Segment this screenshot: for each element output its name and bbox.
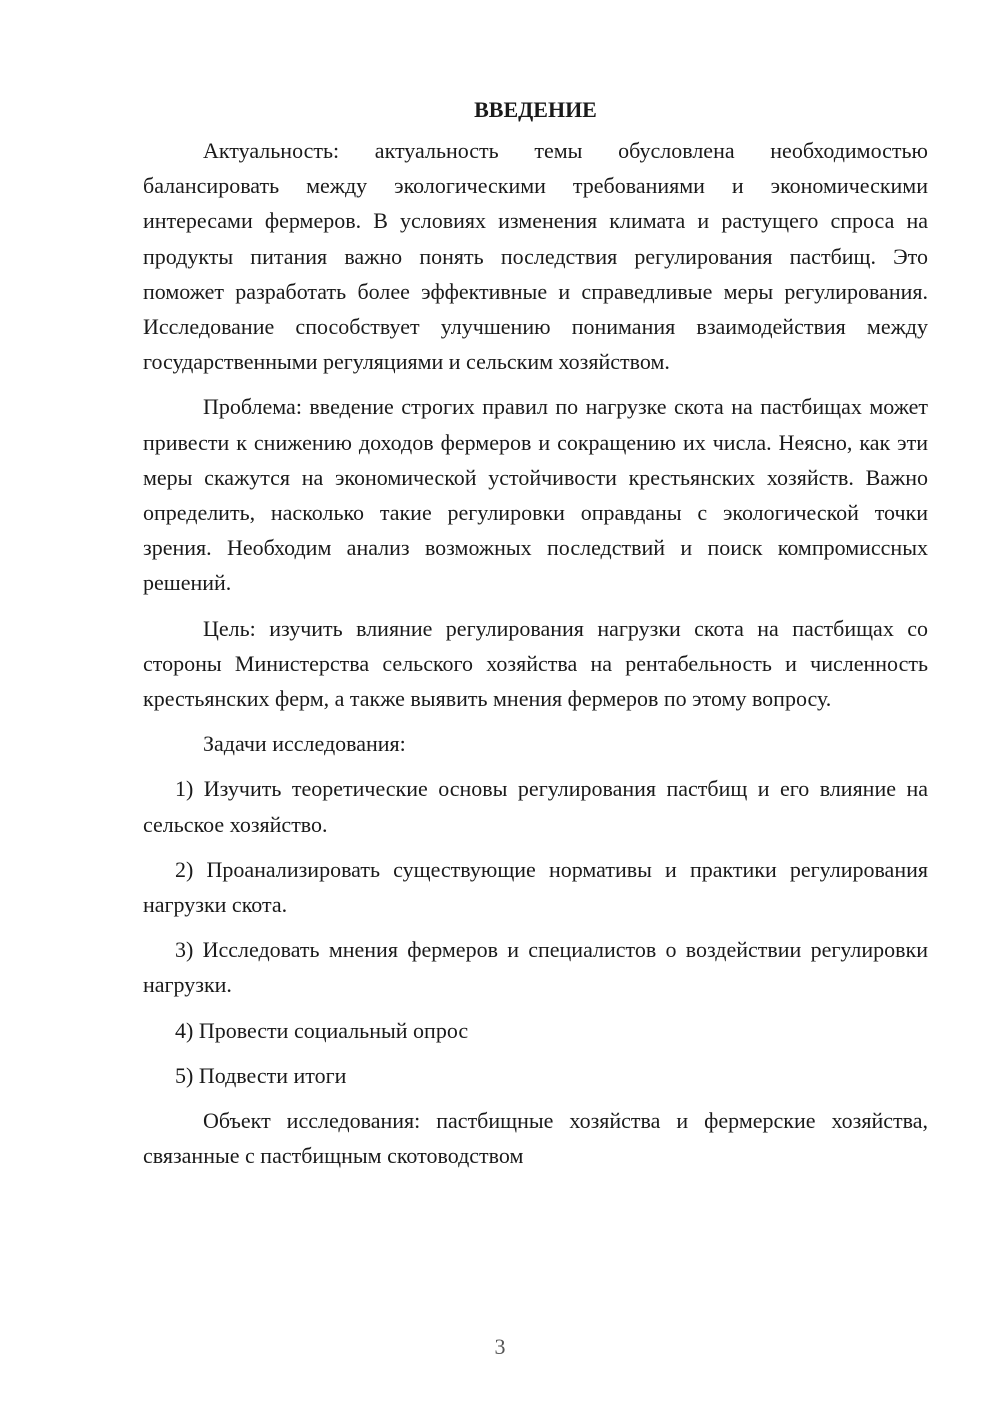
- page-number: 3: [494, 1334, 506, 1359]
- page-content: [143, 92, 928, 1183]
- task-item-3: 3) Исследовать мнения фермеров и специалистов о воздействии регулировки нагрузки.: [143, 937, 928, 998]
- problem-paragraph: Проблема: введение строгих правил по нагрузке скота на пастбищах может привести к снижению доходов фермеров и сокращению их числа. Неясно, как эти меры скажутся на экономической устойчивости крестьянских хозяйств. Важно определить, насколько такие регулировки оправданы с экологической точки зрения. Необходим анализ возможных последствий и поиск компромиссных решений.: [143, 394, 928, 596]
- object-paragraph: Объект исследования: пастбищные хозяйства и фермерские хозяйства, связанные с пастбищным скотоводством: [143, 1108, 928, 1169]
- task-item-4: 4) Провести социальный опрос: [175, 1017, 469, 1043]
- goal-paragraph: Цель: изучить влияние регулирования нагрузки скота на пастбищах со стороны Министерства сельского хозяйства на рентабельность и численность крестьянских ферм, а также выявить мнения фермеров по этому вопросу.: [143, 615, 928, 712]
- task-item-2: 2) Проанализировать существующие нормативы и практики регулирования нагрузки скота.: [143, 856, 928, 918]
- task-item-5: 5) Подвести итоги: [175, 1062, 347, 1088]
- tasks-heading: Задачи исследования:: [203, 731, 406, 757]
- task-item-1: 1) Изучить теоретические основы регулирования пастбищ и его влияние на сельское хозяйство.: [143, 776, 928, 837]
- section-heading: ВВЕДЕНИЕ: [474, 97, 597, 122]
- relevance-paragraph: Актуальность: актуальность темы обусловлена необходимостью балансировать между экологическими требованиями и экономическими интересами фермеров. В условиях изменения климата и растущего спроса на продукты питания важно понять последствия регулирования пастбищ. Это поможет разработать более эффективные и справедливые меры регулирования. Исследование способствует улучшению понимания взаимодействия между государственными регуляциями и сельским хозяйством.: [143, 138, 928, 375]
